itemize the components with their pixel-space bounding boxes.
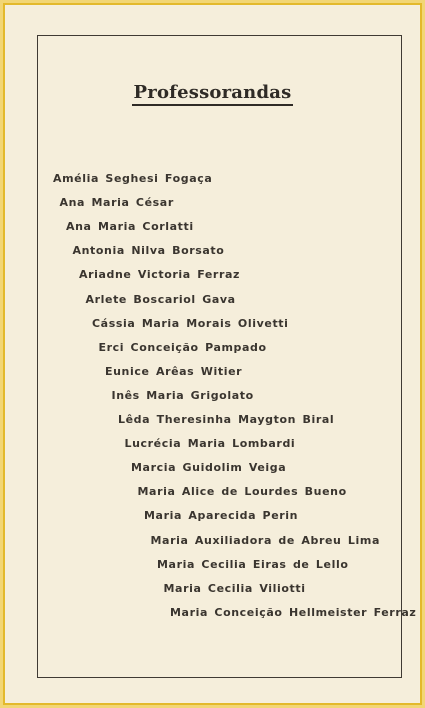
page-title-text: Professorandas (132, 82, 294, 106)
name-entry: Lêda Theresinha Maygton Biral (118, 413, 335, 426)
name-entry: Marcia Guidolim Veiga (131, 461, 287, 475)
paper-sheet (6, 6, 419, 702)
name-entry: Maria Cecilia Viliotti (163, 581, 306, 595)
name-list (6, 6, 419, 702)
name-entry: Maria Cecilia Eiras de Lello (157, 557, 349, 571)
name-entry: Ana Maria Corlatti (66, 220, 194, 234)
name-entry: Maria Conceição Hellmeister Ferraz (170, 605, 417, 619)
name-entry: Arlete Boscariol Gava (85, 292, 236, 306)
name-entry: Antonia Nilva Borsato (72, 244, 225, 258)
name-entry: Maria Alice de Lourdes Bueno (137, 485, 347, 499)
name-entry: Ariadne Victoria Ferraz (79, 268, 241, 282)
name-entry: Lucrécia Maria Lombardi (124, 437, 296, 451)
name-entry: Cássia Maria Morais Olivetti (92, 316, 289, 330)
page-frame (3, 3, 422, 705)
name-entry: Maria Auxiliadora de Abreu Lima (150, 533, 380, 547)
name-entry: Ana Maria César (59, 196, 174, 210)
name-entry: Maria Aparecida Perin (144, 509, 299, 523)
name-entry: Eunice Arêas Witier (105, 364, 243, 378)
name-entry: Inês Maria Grigolato (111, 388, 254, 402)
name-entry: Erci Conceição Pampado (98, 340, 267, 354)
name-entry: Amélia Seghesi Fogaça (53, 172, 213, 185)
